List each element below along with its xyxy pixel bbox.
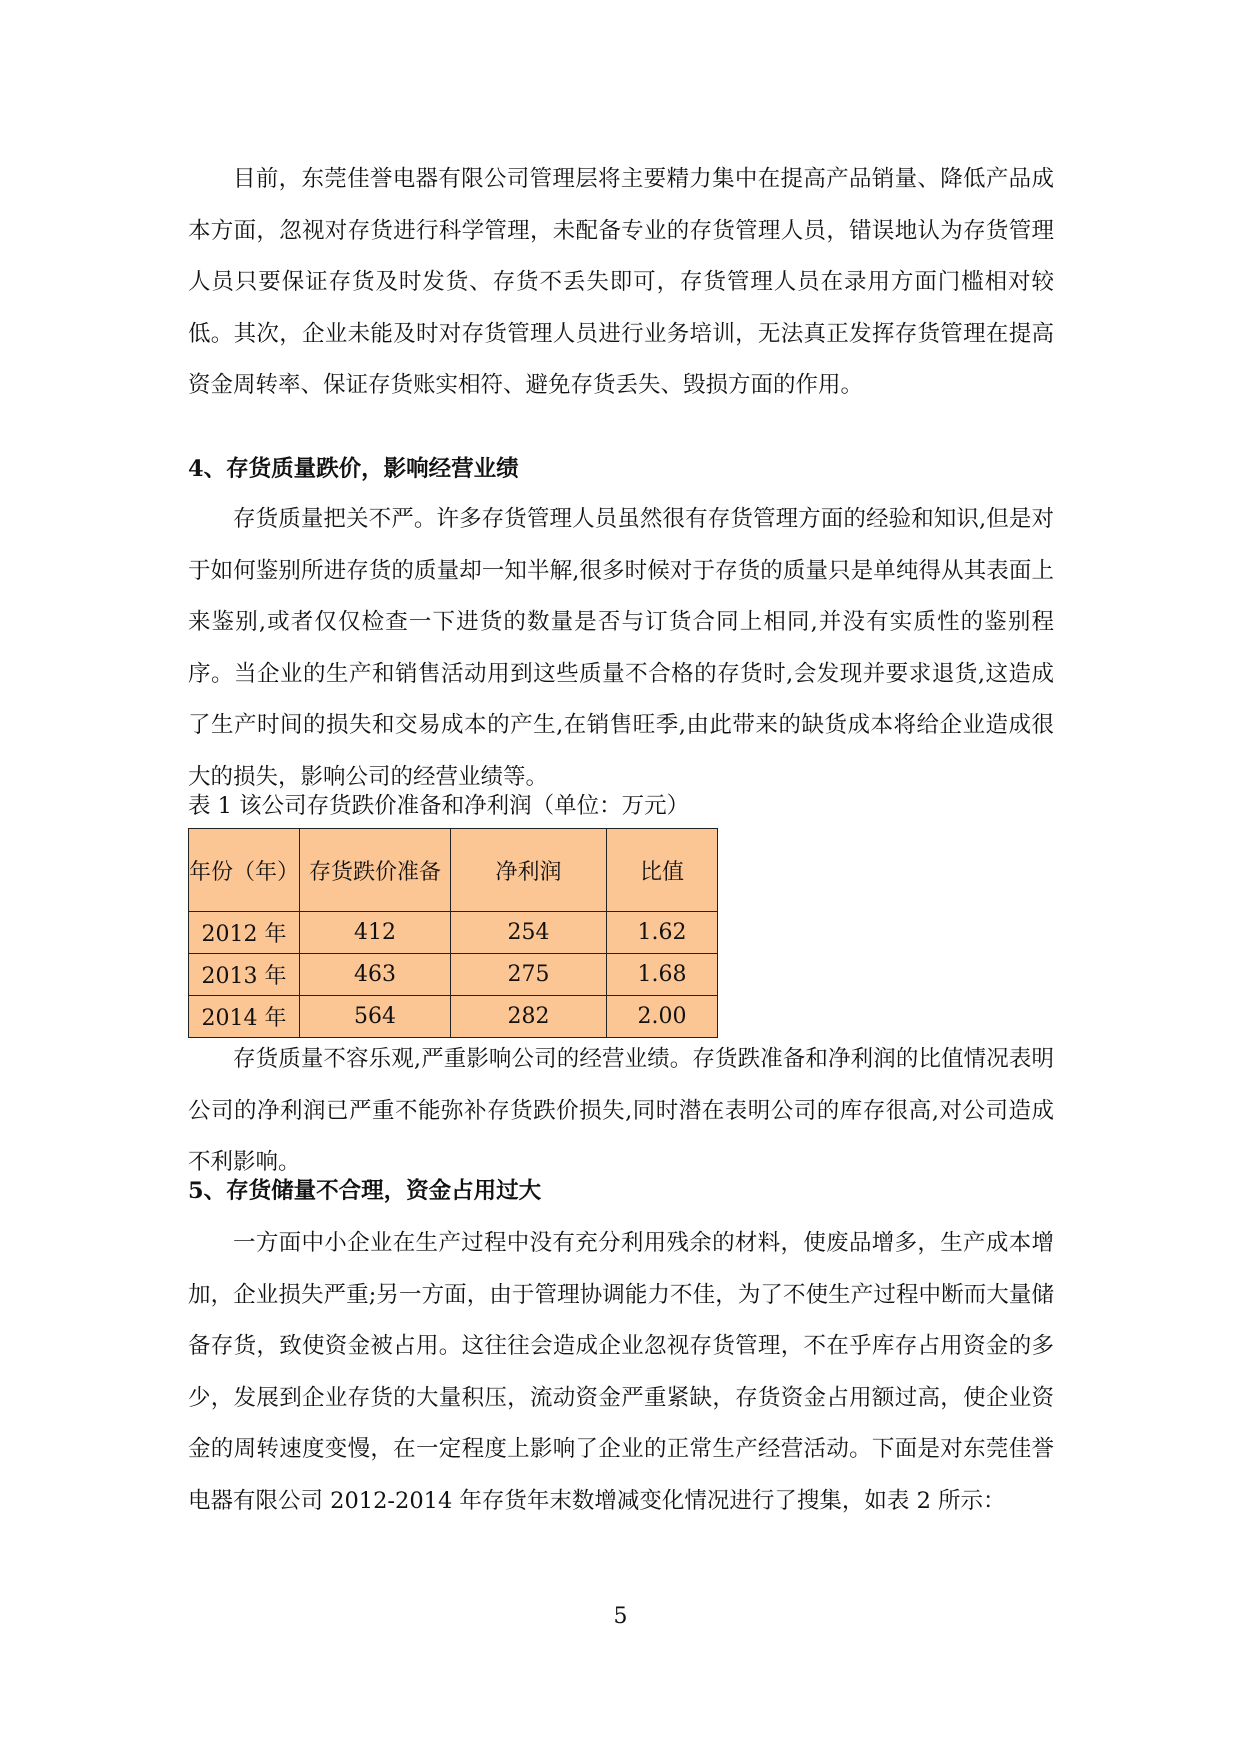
- paragraph-inventory-quality: [188, 494, 1054, 803]
- paragraph-management-focus: [188, 154, 1054, 412]
- header-ratio: 比值: [607, 829, 718, 912]
- cell-year: 2014 年: [189, 996, 300, 1038]
- cell-year: 2012 年: [189, 912, 300, 954]
- cell-provision: 412: [300, 912, 451, 954]
- paragraph-text: 存货质量把关不严。许多存货管理人员虽然很有存货管理方面的经验和知识,但是对于如何鉴别所进存货的质量却一知半解,很多时候对于存货的质量只是单纯得从其表面上来鉴别,或者仅仅检查一下进货的数量是否与订货合同上相同,并没有实质性的鉴别程序。当企业的生产和销售活动用到这些质量不合格的存货时,会发现并要求退货,这造成了生产时间的损失和交易成本的产生,在销售旺季,由此带来的缺货成本将给企业造成很大的损失，影响公司的经营业绩等。: [188, 506, 1054, 790]
- paragraph-text: 存货质量不容乐观,严重影响公司的经营业绩。存货跌准备和净利润的比值情况表明公司的净利润已严重不能弥补存货跌价损失,同时潜在表明公司的库存很高,对公司造成不利影响。: [188, 1046, 1054, 1175]
- cell-year: 2013 年: [189, 954, 300, 996]
- header-year: 年份（年）: [189, 829, 300, 912]
- cell-provision: 564: [300, 996, 451, 1038]
- header-net-profit: 净利润: [451, 829, 607, 912]
- cell-provision: 463: [300, 954, 451, 996]
- cell-net-profit: 282: [451, 996, 607, 1038]
- table-row: [189, 954, 718, 996]
- cell-ratio: 1.68: [607, 954, 718, 996]
- cell-net-profit: 275: [451, 954, 607, 996]
- paragraph-text: 目前，东莞佳誉电器有限公司管理层将主要精力集中在提高产品销量、降低产品成本方面，忽视对存货进行科学管理，未配备专业的存货管理人员，错误地认为存货管理人员只要保证存货及时发货、存货不丢失即可，存货管理人员在录用方面门槛相对较低。其次，企业未能及时对存货管理人员进行业务培训，无法真正发挥存货管理在提高资金周转率、保证存货账实相符、避免存货丢失、毁损方面的作用。: [188, 166, 1054, 398]
- paragraph-text: 一方面中小企业在生产过程中没有充分利用残余的材料，使废品增多，生产成本增加，企业损失严重;另一方面，由于管理协调能力不佳，为了不使生产过程中断而大量储备存货，致使资金被占用。这往往会造成企业忽视存货管理，不在乎库存占用资金的多少，发展到企业存货的大量积压，流动资金严重紧缺，存货资金占用额过高，使企业资金的周转速度变慢，在一定程度上影响了企业的正常生产经营活动。下面是对东莞佳誉电器有限公司 2012-2014 年存货年末数增减变化情况进行了搜集，如表 2 所示：: [188, 1230, 1054, 1514]
- page-number: 5: [613, 1604, 628, 1629]
- section-heading-5: 5、存货储量不合理，资金占用过大: [188, 1178, 542, 1204]
- table-row: [189, 996, 718, 1038]
- header-provision: 存货跌价准备: [300, 829, 451, 912]
- section-heading-4: 4、存货质量跌价，影响经营业绩: [188, 456, 519, 482]
- paragraph-inventory-reserve: [188, 1218, 1054, 1527]
- cell-net-profit: 254: [451, 912, 607, 954]
- table-caption: 表 1 该公司存货跌价准备和净利润（单位：万元）: [188, 793, 690, 819]
- table-header-row: [189, 829, 718, 912]
- cell-ratio: 1.62: [607, 912, 718, 954]
- table-row: [189, 912, 718, 954]
- cell-ratio: 2.00: [607, 996, 718, 1038]
- inventory-provision-table: [188, 828, 718, 1038]
